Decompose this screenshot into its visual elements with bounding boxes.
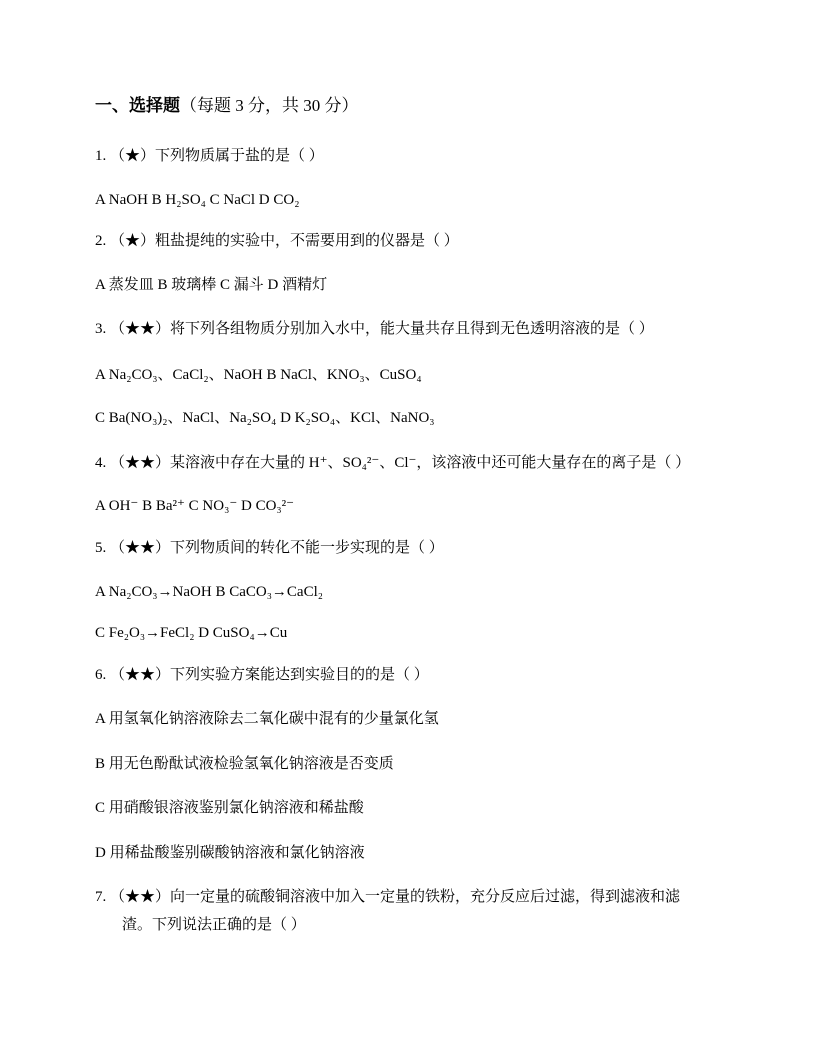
question-3-options-cd: C Ba(NO₃)₂、NaCl、Na₂SO₄ D K₂SO₄、KCl、NaNO₃ <box>95 410 435 426</box>
question-3: 3. （★★）将下列各组物质分别加入水中，能大量共存且得到无色透明溶液的是（ ） <box>95 321 654 337</box>
section-title-note: （每题 3 分，共 30 分） <box>180 96 359 115</box>
question-6: 6. （★★）下列实验方案能达到实验目的的是（ ） <box>95 667 429 683</box>
question-5-options-ab: A Na₂CO₃→NaOH B CaCO₃→CaCl₂ <box>95 584 323 600</box>
question-2-options: A 蒸发皿 B 玻璃棒 C 漏斗 D 酒精灯 <box>95 277 328 293</box>
question-6-option-c: C 用硝酸银溶液鉴别氯化钠溶液和稀盐酸 <box>95 800 364 816</box>
question-7-line-2: 渣。下列说法正确的是（ ） <box>122 917 306 933</box>
question-5: 5. （★★）下列物质间的转化不能一步实现的是（ ） <box>95 540 444 556</box>
question-6-option-a: A 用氢氧化钠溶液除去二氧化碳中混有的少量氯化氢 <box>95 711 439 727</box>
question-6-option-d: D 用稀盐酸鉴别碳酸钠溶液和氯化钠溶液 <box>95 845 365 861</box>
section-title-text: 一、选择题 <box>95 96 180 115</box>
question-1-options: A NaOH B H₂SO₄ C NaCl D CO₂ <box>95 192 300 208</box>
question-7-line-1: 7. （★★）向一定量的硫酸铜溶液中加入一定量的铁粉，充分反应后过滤，得到滤液和滤 <box>95 889 681 905</box>
section-title <box>95 94 359 118</box>
question-4: 4. （★★）某溶液中存在大量的 H⁺、SO₄²⁻、Cl⁻，该溶液中还可能大量存在的离子是（ ） <box>95 455 691 471</box>
question-2: 2. （★）粗盐提纯的实验中，不需要用到的仪器是（ ） <box>95 233 459 249</box>
question-6-option-b: B 用无色酚酞试液检验氢氧化钠溶液是否变质 <box>95 756 394 772</box>
question-7 <box>95 883 720 939</box>
question-3-options-ab: A Na₂CO₃、CaCl₂、NaOH B NaCl、KNO₃、CuSO₄ <box>95 367 422 383</box>
question-1: 1. （★）下列物质属于盐的是（ ） <box>95 148 324 164</box>
question-5-options-cd: C Fe₂O₃→FeCl₂ D CuSO₄→Cu <box>95 625 288 641</box>
question-4-options: A OH⁻ B Ba²⁺ C NO₃⁻ D CO₃²⁻ <box>95 498 295 514</box>
